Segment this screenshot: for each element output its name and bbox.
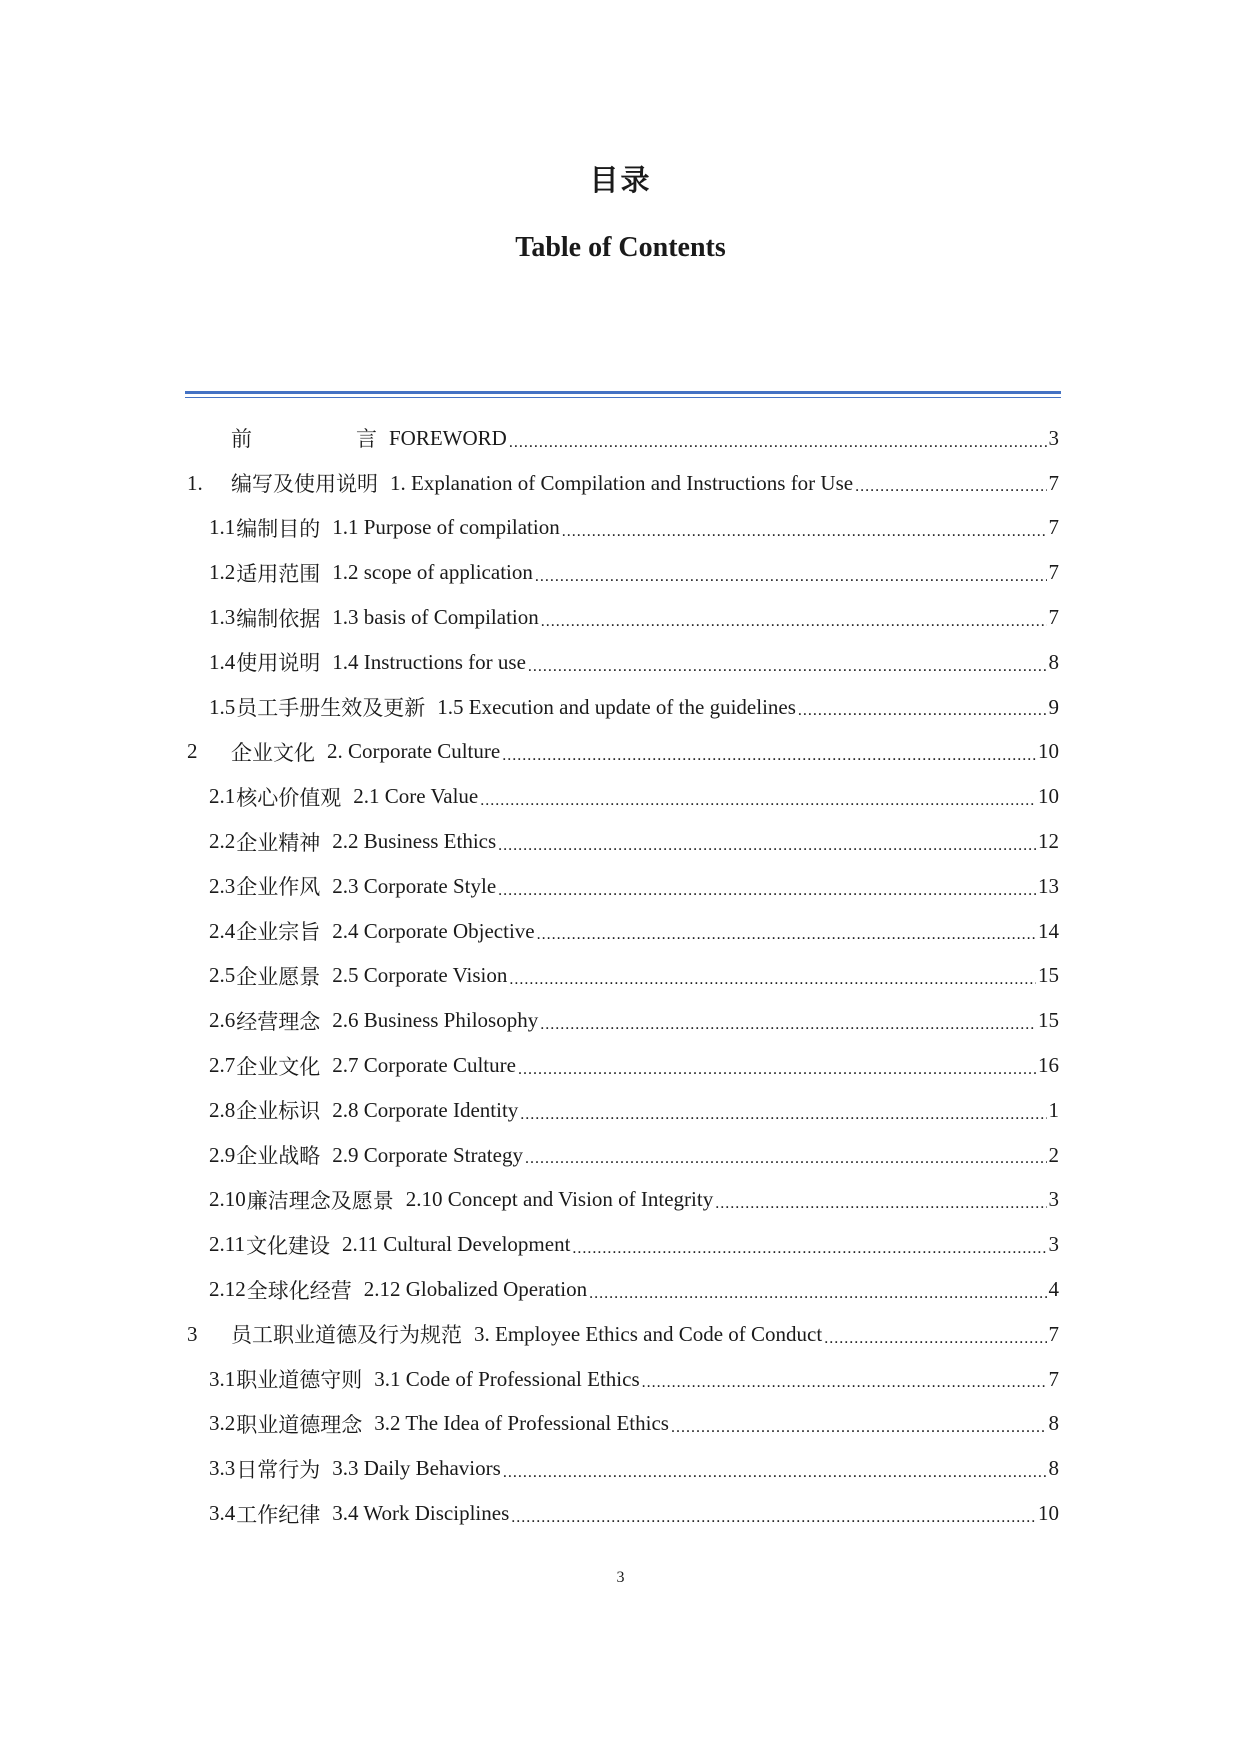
toc-entry[interactable]	[187, 1491, 1059, 1536]
dot-leader	[572, 1239, 1046, 1258]
dot-leader	[525, 1149, 1047, 1168]
toc-entry[interactable]	[187, 819, 1059, 864]
toc-entry-english-title: 3.1 Code of Professional Ethics	[374, 1366, 640, 1391]
toc-entry-number: 2.6	[209, 1008, 236, 1033]
dot-leader	[528, 657, 1047, 676]
toc-entry-chinese-title: 企业文化	[236, 1054, 321, 1079]
toc-entry-number: 2	[187, 739, 198, 764]
toc-entry[interactable]	[187, 1267, 1059, 1312]
toc-entry-page-number: 10	[1038, 739, 1059, 764]
toc-entry-chinese-title: 企业战略	[236, 1144, 321, 1169]
toc-entry-english-title: 2.8 Corporate Identity	[332, 1097, 519, 1122]
toc-entry[interactable]	[187, 1446, 1059, 1491]
toc-entry-english-title: 2.5 Corporate Vision	[332, 963, 508, 988]
toc-entry-number: 1.2	[209, 560, 236, 585]
toc-entry-number: 2.12	[209, 1277, 246, 1302]
toc-entry-page-number: 7	[1048, 1366, 1059, 1391]
toc-entry-page-number: 7	[1048, 560, 1059, 585]
toc-entry-number: 2.7	[209, 1053, 236, 1078]
toc-entry-number: 1.	[187, 470, 203, 495]
toc-entry-page-number: 1	[1048, 1097, 1059, 1122]
dot-leader	[541, 612, 1047, 631]
toc-entry-number: 1.5	[209, 694, 236, 719]
dot-leader	[511, 1508, 1036, 1527]
table-of-contents	[187, 416, 1059, 1536]
toc-entry-page-number: 8	[1048, 1411, 1059, 1436]
toc-entry-number: 1.4	[209, 649, 236, 674]
toc-entry-english-title: FOREWORD	[389, 425, 507, 450]
toc-entry[interactable]	[187, 640, 1059, 685]
toc-entry-page-number: 3	[1048, 425, 1059, 450]
toc-entry[interactable]	[187, 506, 1059, 551]
toc-entry-chinese-title: 工作纪律	[236, 1502, 321, 1527]
toc-entry-chinese-title: 职业道德守则	[236, 1368, 363, 1393]
toc-entry-chinese-title: 经营理念	[236, 1009, 321, 1034]
toc-entry-chinese-title: 企业标识	[236, 1099, 321, 1124]
toc-entry-chinese-title: 编写及使用说明	[231, 472, 378, 497]
toc-entry-english-title: 1.3 basis of Compilation	[332, 605, 539, 630]
toc-entry-page-number: 16	[1038, 1053, 1059, 1078]
toc-entry-chinese-title: 廉洁理念及愿景	[246, 1188, 394, 1213]
toc-entry[interactable]	[187, 730, 1059, 775]
toc-entry-number: 2.4	[209, 918, 236, 943]
toc-entry[interactable]	[187, 1133, 1059, 1178]
toc-entry-number: 2.10	[209, 1187, 246, 1212]
toc-entry[interactable]	[187, 595, 1059, 640]
toc-entry-number: 3.3	[209, 1456, 236, 1481]
toc-entry[interactable]	[187, 1043, 1059, 1088]
toc-entry[interactable]	[187, 774, 1059, 819]
toc-entry-number: 2.8	[209, 1097, 236, 1122]
toc-entry-page-number: 10	[1038, 784, 1059, 809]
dot-leader	[520, 1105, 1046, 1124]
toc-entry-english-title: 2.10 Concept and Vision of Integrity	[405, 1187, 714, 1212]
dot-leader	[562, 522, 1047, 541]
toc-entry-chinese-title: 全球化经营	[246, 1278, 352, 1303]
toc-entry[interactable]	[187, 1312, 1059, 1357]
toc-title-chinese: 目录	[589, 165, 652, 197]
toc-entry[interactable]	[187, 864, 1059, 909]
toc-entry[interactable]	[187, 461, 1059, 506]
toc-entry-page-number: 14	[1038, 918, 1059, 943]
toc-entry-chinese-title: 使用说明	[236, 651, 321, 676]
toc-entry-english-title: 2.11 Cultural Development	[341, 1232, 571, 1257]
dot-leader	[503, 1463, 1047, 1482]
dot-leader	[502, 746, 1036, 765]
toc-entry-chinese-title: 员工职业道德及行为规范	[231, 1323, 462, 1348]
dot-leader	[798, 701, 1047, 720]
dot-leader	[589, 1284, 1046, 1303]
toc-entry-number: 2.3	[209, 873, 236, 898]
toc-entry-english-title: 2.9 Corporate Strategy	[332, 1142, 523, 1167]
toc-entry-page-number: 12	[1038, 829, 1059, 854]
toc-entry-chinese-title: 企业愿景	[236, 964, 321, 989]
toc-entry-chinese-title: 前 言	[231, 427, 377, 452]
toc-entry-chinese-title: 核心价值观	[236, 785, 342, 810]
dot-leader	[480, 791, 1036, 810]
toc-entry-number: 2.11	[209, 1232, 245, 1257]
dot-leader	[509, 433, 1047, 452]
dot-leader	[518, 1060, 1036, 1079]
dot-leader	[824, 1329, 1046, 1348]
toc-entry[interactable]	[187, 909, 1059, 954]
page-number: 3	[616, 1569, 625, 1586]
toc-entry-number: 2.9	[209, 1142, 236, 1167]
toc-entry-page-number: 10	[1038, 1501, 1059, 1526]
toc-entry-page-number: 8	[1048, 649, 1059, 674]
toc-entry[interactable]	[187, 1178, 1059, 1223]
toc-title-english: Table of Contents	[515, 232, 726, 263]
toc-entry-chinese-title: 日常行为	[236, 1457, 321, 1482]
toc-entry[interactable]	[187, 1088, 1059, 1133]
dot-leader	[715, 1194, 1046, 1213]
dot-leader	[540, 1015, 1036, 1034]
toc-entry-page-number: 7	[1048, 605, 1059, 630]
toc-entry[interactable]	[187, 954, 1059, 999]
toc-entry-english-title: 2. Corporate Culture	[327, 739, 501, 764]
toc-entry-english-title: 3. Employee Ethics and Code of Conduct	[474, 1321, 823, 1346]
toc-entry-english-title: 3.4 Work Disciplines	[332, 1501, 510, 1526]
toc-entry-number: 1.1	[209, 515, 236, 540]
toc-entry[interactable]	[187, 1357, 1059, 1402]
dot-leader	[498, 881, 1036, 900]
dot-leader	[642, 1373, 1047, 1392]
toc-entry-chinese-title: 职业道德理念	[236, 1412, 363, 1437]
toc-entry-chinese-title: 编制目的	[236, 516, 321, 541]
toc-entry[interactable]	[187, 998, 1059, 1043]
toc-entry-page-number: 9	[1048, 694, 1059, 719]
toc-entry-page-number: 8	[1048, 1456, 1059, 1481]
toc-entry-page-number: 4	[1048, 1277, 1059, 1302]
toc-entry-english-title: 3.2 The Idea of Professional Ethics	[374, 1411, 669, 1436]
toc-entry[interactable]	[187, 1222, 1059, 1267]
toc-entry-english-title: 2.7 Corporate Culture	[332, 1053, 516, 1078]
toc-entry-page-number: 2	[1048, 1142, 1059, 1167]
toc-entry-chinese-title: 编制依据	[236, 606, 321, 631]
toc-entry-english-title: 2.12 Globalized Operation	[363, 1277, 588, 1302]
toc-entry-page-number: 7	[1048, 1321, 1059, 1346]
toc-entry-english-title: 1.2 scope of application	[332, 560, 533, 585]
toc-entry-chinese-title: 员工手册生效及更新	[236, 696, 426, 721]
toc-entry-english-title: 1.5 Execution and update of the guidelines	[437, 694, 796, 719]
toc-entry-chinese-title: 企业文化	[231, 740, 315, 765]
toc-entry-english-title: 2.6 Business Philosophy	[332, 1008, 539, 1033]
toc-entry-english-title: 2.1 Core Value	[353, 784, 479, 809]
dot-leader	[535, 567, 1047, 586]
toc-entry-page-number: 3	[1048, 1187, 1059, 1212]
dot-leader	[498, 836, 1036, 855]
toc-entry-page-number: 15	[1038, 1008, 1059, 1033]
toc-entry[interactable]	[187, 685, 1059, 730]
toc-entry-english-title: 2.2 Business Ethics	[332, 829, 497, 854]
toc-entry-number: 2.5	[209, 963, 236, 988]
toc-entry-english-title: 3.3 Daily Behaviors	[332, 1456, 501, 1481]
toc-entry-number: 3.1	[209, 1366, 236, 1391]
toc-entry[interactable]	[187, 1402, 1059, 1447]
toc-entry-number: 1.3	[209, 605, 236, 630]
toc-entry-chinese-title: 适用范围	[236, 561, 321, 586]
toc-entry-chinese-title: 文化建设	[245, 1233, 330, 1258]
toc-entry-number: 2.1	[209, 784, 236, 809]
toc-entry-page-number: 7	[1048, 515, 1059, 540]
toc-entry[interactable]	[187, 416, 1059, 461]
toc-entry-number: 3	[187, 1321, 198, 1346]
toc-entry-page-number: 13	[1038, 873, 1059, 898]
toc-entry-number: 3.2	[209, 1411, 236, 1436]
dot-leader	[671, 1418, 1047, 1437]
toc-entry-chinese-title: 企业宗旨	[236, 920, 321, 945]
double-rule-divider	[185, 391, 1061, 398]
toc-entry-english-title: 1.1 Purpose of compilation	[332, 515, 560, 540]
toc-entry-english-title: 1. Explanation of Compilation and Instructions for Use	[390, 470, 854, 495]
toc-entry-english-title: 2.4 Corporate Objective	[332, 918, 535, 943]
toc-entry-page-number: 15	[1038, 963, 1059, 988]
dot-leader	[537, 925, 1036, 944]
toc-entry-number: 3.4	[209, 1501, 236, 1526]
toc-entry-page-number: 3	[1048, 1232, 1059, 1257]
toc-entry[interactable]	[187, 550, 1059, 595]
toc-entry-english-title: 1.4 Instructions for use	[332, 649, 526, 674]
toc-entry-number: 2.2	[209, 829, 236, 854]
toc-entry-chinese-title: 企业精神	[236, 830, 321, 855]
toc-entry-chinese-title: 企业作风	[236, 875, 321, 900]
dot-leader	[509, 970, 1036, 989]
dot-leader	[855, 477, 1046, 496]
toc-entry-english-title: 2.3 Corporate Style	[332, 873, 497, 898]
toc-entry-page-number: 7	[1048, 470, 1059, 495]
